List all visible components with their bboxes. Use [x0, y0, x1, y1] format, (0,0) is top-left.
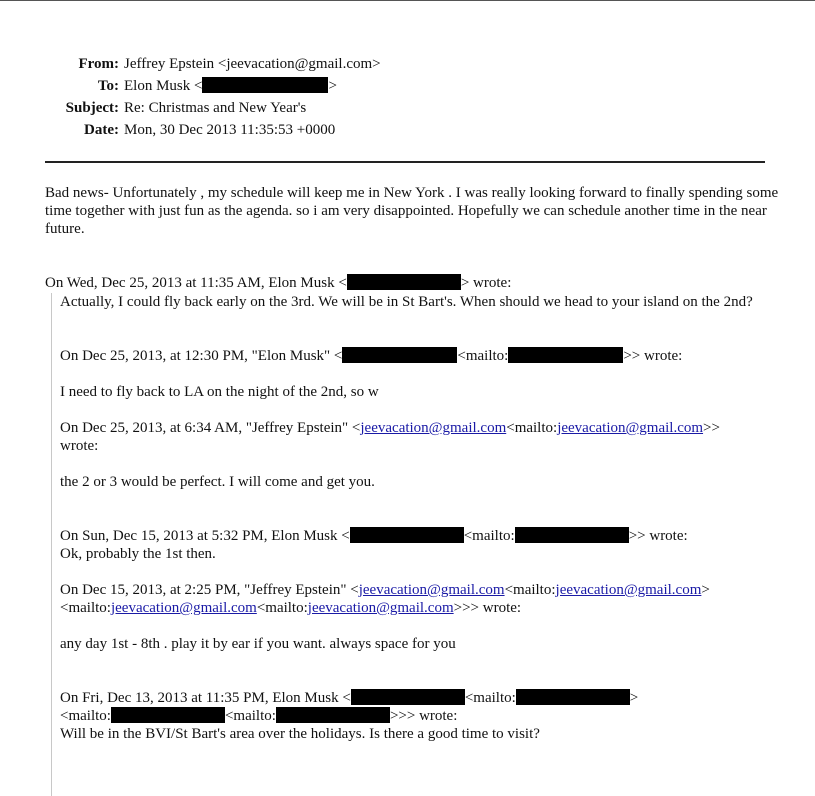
email-body: [45, 184, 780, 238]
attr-text: <mailto:: [504, 582, 556, 598]
from-label: From:: [78, 56, 119, 72]
attr-text: <mailto:: [60, 708, 111, 724]
redaction-box: [508, 347, 623, 363]
from-value: Jeffrey Epstein <jeevacation@gmail.com>: [124, 56, 381, 72]
attr-text: On Dec 25, 2013, at 6:34 AM, "Jeffrey Epstein" <: [60, 420, 361, 436]
email-link[interactable]: jeevacation@gmail.com: [358, 582, 505, 598]
attr-text: On Dec 25, 2013, at 12:30 PM, "Elon Musk" <: [60, 348, 343, 364]
attr-text: <mailto:: [463, 528, 515, 544]
subject-label: Subject:: [65, 100, 119, 116]
redaction-box: [350, 527, 464, 543]
quote-attribution-1: [45, 274, 511, 292]
email-link[interactable]: jeevacation@gmail.com: [360, 420, 507, 436]
redaction-box: [342, 347, 457, 363]
date-label: Date:: [84, 122, 119, 138]
attr-text: wrote:: [60, 438, 99, 454]
to-close: >: [328, 78, 337, 94]
redaction-box: [515, 527, 629, 543]
quoted-thread: [51, 293, 782, 796]
attr-text: <mailto:: [457, 348, 509, 364]
attr-text: On Fri, Dec 13, 2013 at 11:35 PM, Elon Musk <: [60, 690, 351, 706]
attr-text: <mailto:: [464, 690, 516, 706]
attr-text: On Dec 15, 2013, at 2:25 PM, "Jeffrey Epstein" <: [60, 582, 359, 598]
message-text: Actually, I could fly back early on the 3rd. We will be in St Bart's. When should we head to your island on the 2nd?: [60, 294, 753, 310]
attr-text: >>: [703, 420, 720, 436]
subject-row: [45, 99, 545, 121]
attr-text: On Wed, Dec 25, 2013 at 11:35 AM, Elon Musk <: [45, 275, 347, 291]
redaction-box: [276, 707, 390, 723]
subject-value: Re: Christmas and New Year's: [124, 100, 307, 116]
date-row: [45, 121, 545, 143]
attr-text: >> wrote:: [623, 348, 683, 364]
date-value: Mon, 30 Dec 2013 11:35:53 +0000: [124, 122, 336, 138]
message-text: I need to fly back to LA on the night of the 2nd, so w: [60, 384, 379, 400]
redaction-box: [516, 689, 630, 705]
quote-attribution-6: [60, 689, 775, 725]
attr-text: On Sun, Dec 15, 2013 at 5:32 PM, Elon Musk <: [60, 528, 350, 544]
redaction-box: [347, 274, 461, 290]
message-text: any day 1st - 8th . play it by ear if you want. always space for you: [60, 636, 456, 652]
attr-text: >>> wrote:: [453, 600, 522, 616]
to-name: Elon Musk <: [124, 78, 203, 94]
email-link[interactable]: jeevacation@gmail.com: [555, 582, 702, 598]
quote-attribution-2: [60, 347, 775, 365]
quote-attribution-4: [60, 527, 775, 545]
email-header: [45, 55, 545, 143]
email-link[interactable]: jeevacation@gmail.com: [307, 600, 454, 616]
message-text: Will be in the BVI/St Bart's area over the holidays. Is there a good time to visit?: [60, 726, 540, 742]
attr-text: <mailto:: [224, 708, 276, 724]
attr-text: <mailto:: [256, 600, 308, 616]
quote-message-5: [60, 635, 775, 653]
quote-attribution-3: [60, 419, 775, 455]
attr-text: > wrote:: [460, 275, 512, 291]
redaction-box: [351, 689, 465, 705]
redaction-box: [202, 77, 328, 93]
attr-text: >> wrote:: [628, 528, 688, 544]
quote-message-3: [60, 473, 775, 491]
attr-text: <mailto:: [506, 420, 558, 436]
attr-text: >>> wrote:: [389, 708, 458, 724]
attr-text: >: [629, 690, 639, 706]
header-divider: [45, 161, 765, 163]
attr-text: >: [701, 582, 710, 598]
to-label: To:: [97, 78, 119, 94]
message-text: the 2 or 3 would be perfect. I will come and get you.: [60, 474, 375, 490]
message-text: Ok, probably the 1st then.: [60, 546, 216, 562]
redaction-box: [111, 707, 225, 723]
top-border: [0, 0, 815, 1]
from-row: [45, 55, 545, 77]
body-text: Bad news- Unfortunately , my schedule will keep me in New York . I was really looking forward to finally spending some time together with just fun as the agenda. so i am very disappointed. Hopefully we can schedule another time in the near future.: [45, 185, 779, 237]
attr-text: <mailto:: [60, 600, 111, 616]
quote-message-1: [60, 293, 775, 311]
quote-message-6: [60, 725, 775, 743]
to-row: [45, 77, 545, 99]
quote-message-2: [60, 383, 775, 401]
quote-attribution-5: [60, 581, 775, 617]
email-link[interactable]: jeevacation@gmail.com: [557, 420, 704, 436]
email-link[interactable]: jeevacation@gmail.com: [110, 600, 257, 616]
quote-message-4: [60, 545, 775, 563]
